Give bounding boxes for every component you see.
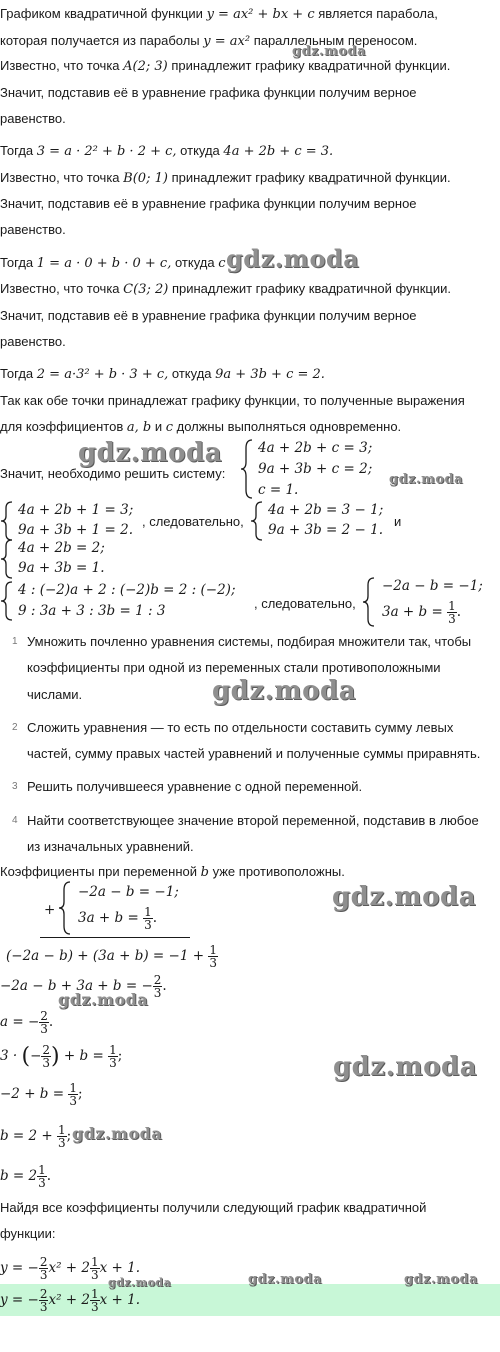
found-line: Найдя все коэффициенты получили следующий график квадратичной xyxy=(0,1200,427,1215)
b-sum: b = 2 + $\frac{1}{3}$ ; xyxy=(0,1123,72,1150)
system-equation: 9a + 3b + 1 = 2. xyxy=(18,522,134,538)
point-a-line: Известно, что точка A(2; 3) принадлежит графику квадратичной функции. xyxy=(0,58,451,74)
b-value: b = 2 $\frac{1}{3}$ . xyxy=(0,1163,52,1190)
step-number: 3 xyxy=(12,781,18,792)
watermark: gdz.moda xyxy=(404,1272,479,1287)
b-equation: −2 + b = $\frac{1}{3}$ ; xyxy=(0,1081,83,1108)
brace-icon xyxy=(58,880,74,936)
watermark: gdz.moda xyxy=(58,990,149,1009)
equation-a-line: Тогда 3 = a · 2² + b · 2 + c, откуда 4a + 2b + c = 3. xyxy=(0,143,334,159)
step-text: Найти соответствующее значение второй переменной, подставив в любое xyxy=(27,813,479,828)
addition-system xyxy=(58,880,198,936)
system-equation: c = 1. xyxy=(258,482,299,498)
substitute-line-end: равенство. xyxy=(0,222,66,237)
final-function: y = − $\frac{2}{3}$ x² + 2 $\frac{1}{3}$ x + 1. xyxy=(0,1255,141,1282)
equation-b-line: Тогда 1 = a · 0 + b · 0 + c, откуда c xyxy=(0,255,226,271)
a-value: a = − $\frac{2}{3}$ . xyxy=(0,1009,54,1036)
watermark: gdz.moda xyxy=(389,472,464,487)
substitute-line-end: равенство. xyxy=(0,334,66,349)
system-equation: 9a + 3b = 1. xyxy=(18,560,105,576)
equation-c-line: Тогда 2 = a·3² + b · 3 + c, откуда 9a + 3b + c = 2. xyxy=(0,366,325,382)
watermark: gdz.moda xyxy=(333,1052,478,1082)
watermark: gdz.moda xyxy=(248,1272,323,1287)
step-text: коэффициенты при одной из переменных стали противоположными xyxy=(27,660,441,675)
system-equation: 3a + b = $\frac{1}{3}$ . xyxy=(382,599,462,626)
step-text: из изначальных уравнений. xyxy=(27,839,194,854)
step-number: 2 xyxy=(12,722,18,733)
need-to-solve: Значит, необходимо решить систему: xyxy=(0,466,226,481)
both-points-line: Так как обе точки принадлежат графику функции, то полученные выражения xyxy=(0,393,465,408)
system-2 xyxy=(0,500,140,542)
step-number: 4 xyxy=(12,815,18,826)
step-text: Умножить почленно уравнения системы, подбирая множители так, чтобы xyxy=(27,634,472,649)
intro-line-1: Графиком квадратичной функции y = ax² + bx + c является парабола, xyxy=(0,6,438,22)
system-equation: 4a + 2b + c = 3; xyxy=(258,440,373,456)
system-4 xyxy=(0,538,140,580)
simplified-equation: −2a − b + 3a + b = − $\frac{2}{3}$ . xyxy=(0,973,167,1000)
watermark: gdz.moda xyxy=(332,882,477,912)
final-function-answer: y = − $\frac{2}{3}$ x² + 2 $\frac{1}{3}$ x + 1. xyxy=(0,1287,141,1314)
step-number: 1 xyxy=(12,636,18,647)
system-6 xyxy=(362,576,497,628)
therefore-text: , следовательно, xyxy=(254,596,356,611)
brace-icon xyxy=(0,500,16,542)
system-1 xyxy=(240,438,400,500)
step-text: Решить получившееся уравнение с одной переменной. xyxy=(27,779,363,794)
point-b-line: Известно, что точка B(0; 1) принадлежит графику квадратичной функции. xyxy=(0,170,451,186)
system-equation: 4a + 2b + 1 = 3; xyxy=(18,502,134,518)
watermark: gdz.moda xyxy=(212,676,357,706)
watermark: gdz.moda xyxy=(72,1124,163,1143)
watermark: gdz.moda xyxy=(226,244,360,273)
brace-icon xyxy=(362,576,378,628)
step-text: числами. xyxy=(27,687,83,702)
therefore-text: , следовательно, xyxy=(142,514,244,529)
both-points-line-2: для коэффициентов a, b и c должны выполняться одновременно. xyxy=(0,419,402,435)
system-equation: 9 : 3a + 3 : 3b = 1 : 3 xyxy=(18,603,166,619)
and-text: и xyxy=(394,514,402,529)
coefficients-line: Коэффициенты при переменной b уже противоположны. xyxy=(0,864,345,880)
substitute-line: Значит, подставив её в уравнение графика функции получим верное xyxy=(0,308,417,323)
substitute-line: Значит, подставив её в уравнение графика функции получим верное xyxy=(0,85,417,100)
system-equation: 4a + 2b = 2; xyxy=(18,540,105,556)
system-equation: 9a + 3b = 2 − 1. xyxy=(268,522,384,538)
watermark: gdz.moda xyxy=(78,438,223,468)
system-equation: −2a − b = −1; xyxy=(382,578,483,594)
found-line-2: функции: xyxy=(0,1226,56,1241)
point-c-line: Известно, что точка C(3; 2) принадлежит графику квадратичной функции. xyxy=(0,281,451,297)
intro-line-2: которая получается из параболы y = ax² параллельным переносом. xyxy=(0,33,418,49)
substitute-line: Значит, подставив её в уравнение графика функции получим верное xyxy=(0,196,417,211)
brace-icon xyxy=(0,580,16,622)
system-equation: 3a + b = $\frac{1}{3}$ . xyxy=(78,905,158,932)
system-equation: 4a + 2b = 3 − 1; xyxy=(268,502,384,518)
system-equation: −2a − b = −1; xyxy=(78,884,179,900)
brace-icon xyxy=(240,438,256,500)
watermark: gdz.moda xyxy=(108,1276,172,1289)
step-text: частей, сумму правых частей уравнений и полученные суммы приравнять. xyxy=(27,746,481,761)
watermark: gdz.moda xyxy=(292,44,367,59)
addition-rule xyxy=(40,937,190,938)
substitution-equation: 3 · (− $\frac{2}{3}$ ) + b = $\frac{1}{3}$ ; xyxy=(0,1043,123,1070)
step-text: Сложить уравнения — то есть по отдельности составить сумму левых xyxy=(27,720,454,735)
brace-icon xyxy=(0,538,16,580)
system-equation: 9a + 3b + c = 2; xyxy=(258,461,373,477)
substitute-line-end: равенство. xyxy=(0,111,66,126)
system-5 xyxy=(0,580,250,622)
plus-sign: + xyxy=(44,902,56,918)
system-equation: 4 : (−2)a + 2 : (−2)b = 2 : (−2); xyxy=(18,582,236,598)
sum-equation: (−2a − b) + (3a + b) = −1 + $\frac{1}{3}$ xyxy=(6,943,217,970)
system-3 xyxy=(250,500,395,542)
brace-icon xyxy=(250,500,266,542)
